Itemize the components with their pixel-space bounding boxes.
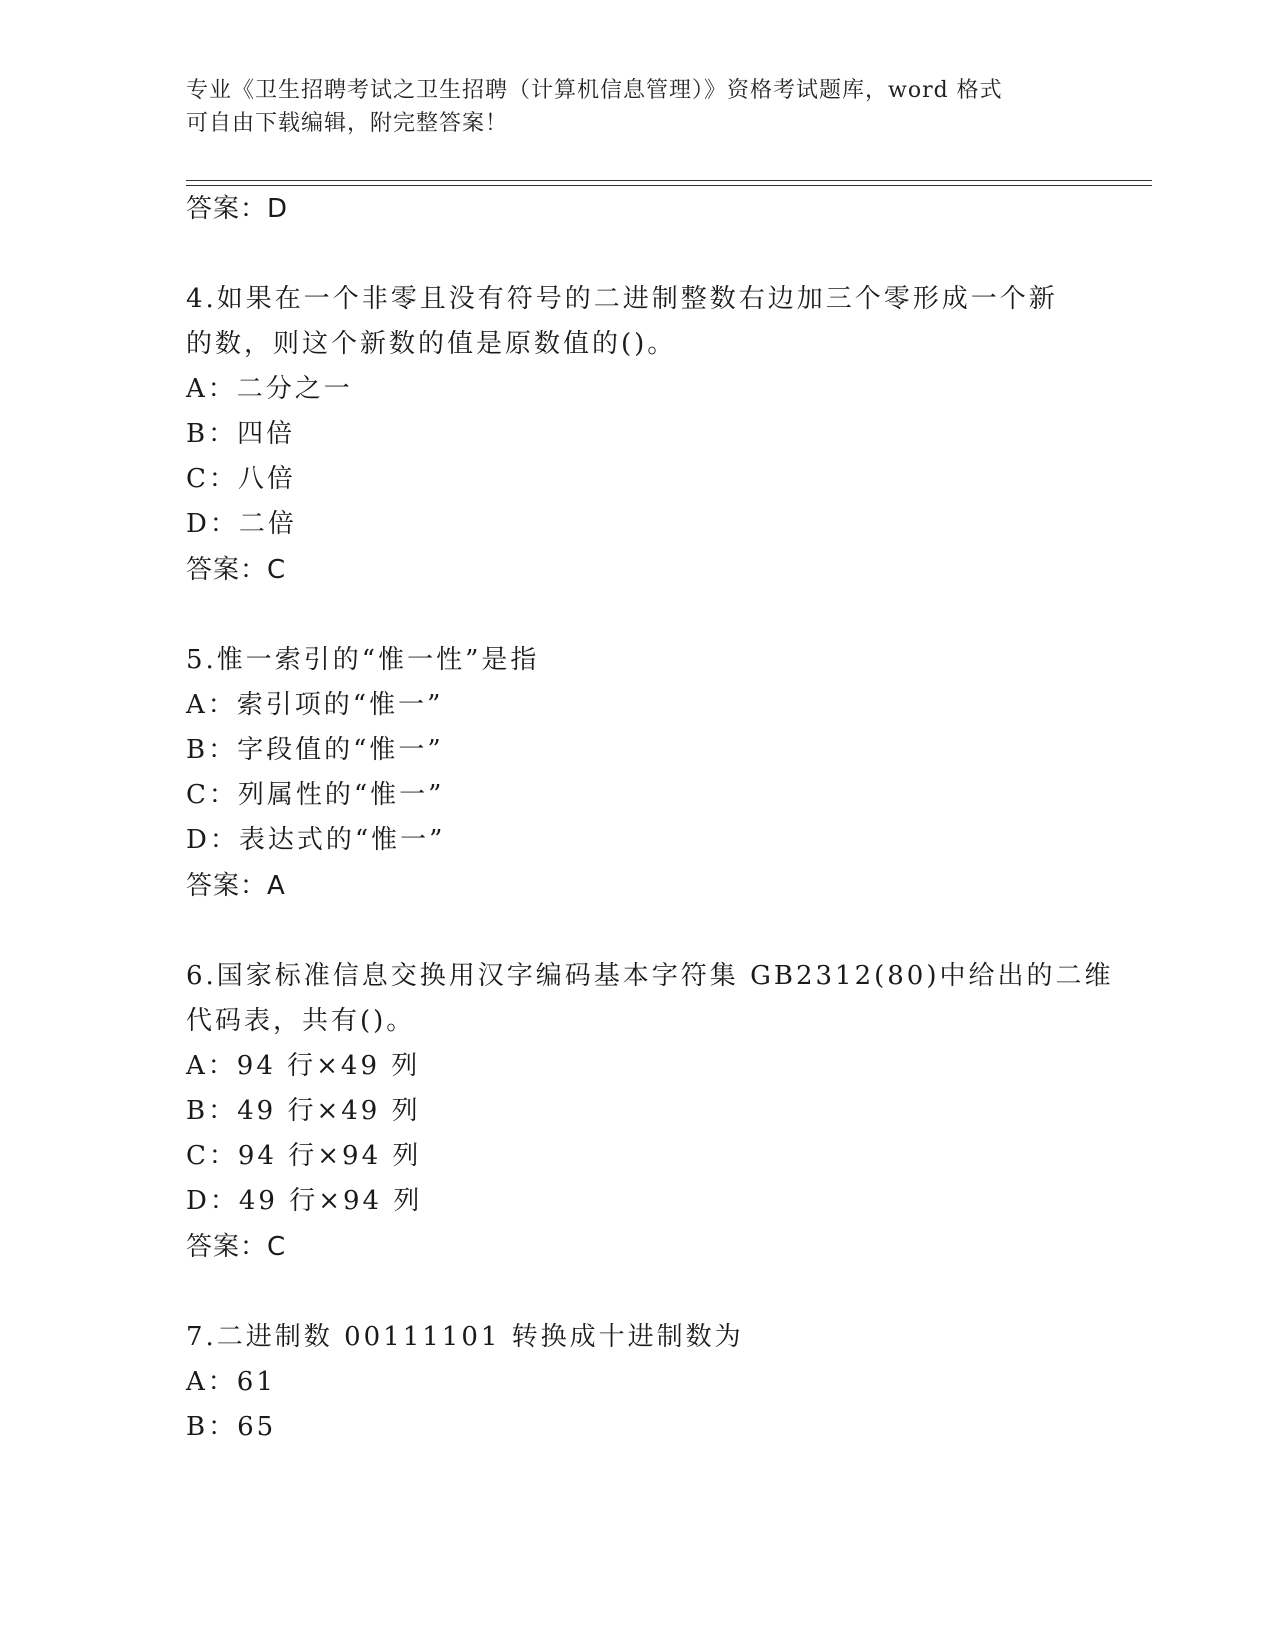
question-5-option-c: C：列属性的“惟一” <box>186 780 445 810</box>
question-6 <box>186 954 1114 1270</box>
question-5 <box>186 638 1086 909</box>
question-6-option-a: A：94 行×49 列 <box>186 1051 421 1081</box>
question-4 <box>186 277 1086 593</box>
question-6-stem: 代码表，共有()。 <box>186 1006 416 1036</box>
question-spacer <box>186 1270 1086 1315</box>
question-spacer <box>186 909 1086 954</box>
header-line: 专业《卫生招聘考试之卫生招聘（计算机信息管理）》资格考试题库，word 格式 <box>186 78 1003 103</box>
question-7 <box>186 1315 1086 1450</box>
question-4-stem: 的数，则这个新数的值是原数值的()。 <box>186 329 677 359</box>
question-5-option-a: A：索引项的“惟一” <box>186 690 444 720</box>
answer-q4: 答案：C <box>186 555 287 585</box>
question-5-option-d: D：表达式的“惟一” <box>186 825 446 855</box>
question-6-option-b: B：49 行×49 列 <box>186 1096 421 1126</box>
question-7-option-b: B：65 <box>186 1412 277 1442</box>
question-4-option-d: D：二倍 <box>186 509 297 539</box>
question-6-option-d: D：49 行×94 列 <box>186 1186 423 1216</box>
question-7-stem: 7.二进制数 00111101 转换成十进制数为 <box>186 1322 744 1352</box>
question-5-stem: 5.惟一索引的“惟一性”是指 <box>186 645 540 675</box>
document-header <box>186 74 1066 140</box>
question-4-option-a: A：二分之一 <box>186 374 353 404</box>
question-4-option-b: B：四倍 <box>186 419 296 449</box>
question-4-option-c: C：八倍 <box>186 464 296 494</box>
question-spacer <box>186 232 1086 277</box>
question-spacer <box>186 593 1086 638</box>
answer-q3: 答案：D <box>186 194 289 224</box>
answer-q6: 答案：C <box>186 1232 287 1262</box>
question-4-stem: 4.如果在一个非零且没有符号的二进制整数右边加三个零形成一个新 <box>186 284 1058 314</box>
question-7-option-a: A：61 <box>186 1367 276 1397</box>
question-6-option-c: C：94 行×94 列 <box>186 1141 422 1171</box>
question-list <box>186 186 1114 1450</box>
answer-q5: 答案：A <box>186 871 286 901</box>
question-5-option-b: B：字段值的“惟一” <box>186 735 444 765</box>
header-line: 可自由下载编辑，附完整答案！ <box>186 111 509 136</box>
question-6-stem: 6.国家标准信息交换用汉字编码基本字符集 GB2312(80)中给出的二维 <box>186 961 1114 991</box>
header-rule-top <box>186 180 1152 181</box>
